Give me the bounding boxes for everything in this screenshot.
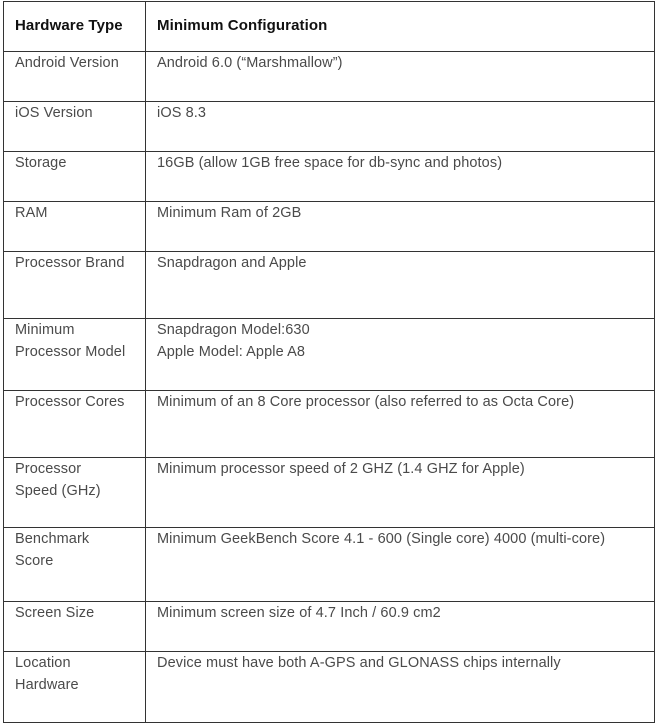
- cell-text: Minimum of an 8 Core processor (also referred to as Octa Core): [157, 394, 575, 410]
- table-row: [4, 602, 655, 652]
- configuration-cell: [146, 528, 655, 602]
- cell-text: Score: [15, 553, 54, 569]
- table-row: [4, 252, 655, 319]
- cell-text: iOS Version: [15, 105, 93, 121]
- table-row: [4, 52, 655, 102]
- cell-text: Minimum: [15, 322, 75, 338]
- cell-text: Processor Model: [15, 344, 126, 360]
- cell-text: Minimum screen size of 4.7 Inch / 60.9 cm2: [157, 605, 441, 621]
- cell-text: Minimum Ram of 2GB: [157, 205, 302, 221]
- cell-text: Minimum GeekBench Score 4.1 - 600 (Single core) 4000 (multi-core): [157, 531, 606, 547]
- hardware-type-cell: [4, 652, 146, 723]
- configuration-cell: [146, 319, 655, 391]
- cell-text: Android Version: [15, 55, 119, 71]
- cell-text: Processor Cores: [15, 394, 125, 410]
- cell-text: RAM: [15, 205, 48, 221]
- cell-text: iOS 8.3: [157, 105, 207, 121]
- hardware-type-cell: [4, 391, 146, 458]
- cell-text: Apple Model: Apple A8: [157, 344, 306, 360]
- configuration-cell: [146, 202, 655, 252]
- table-header-row: [4, 2, 655, 52]
- table-row: [4, 391, 655, 458]
- hardware-type-cell: [4, 152, 146, 202]
- cell-text: Hardware: [15, 677, 79, 693]
- table-row: [4, 102, 655, 152]
- table-row: [4, 202, 655, 252]
- cell-text: Android 6.0 (“Marshmallow”): [157, 55, 343, 71]
- cell-text: Storage: [15, 155, 67, 171]
- cell-text: Screen Size: [15, 605, 95, 621]
- hardware-requirements-table: [3, 1, 655, 723]
- cell-text: Minimum processor speed of 2 GHZ (1.4 GHZ for Apple): [157, 461, 525, 477]
- table-row: [4, 152, 655, 202]
- cell-text: Device must have both A-GPS and GLONASS chips internally: [157, 655, 561, 671]
- configuration-cell: [146, 102, 655, 152]
- cell-text: 16GB (allow 1GB free space for db-sync and photos): [157, 155, 503, 171]
- configuration-cell: [146, 391, 655, 458]
- header-minimum-configuration: Minimum Configuration: [146, 2, 655, 52]
- cell-text: Benchmark: [15, 531, 90, 547]
- hardware-type-cell: [4, 52, 146, 102]
- cell-text: Processor: [15, 461, 82, 477]
- hardware-type-cell: [4, 602, 146, 652]
- cell-text: Processor Brand: [15, 255, 125, 271]
- table-row: [4, 458, 655, 528]
- table-row: [4, 319, 655, 391]
- cell-text: Speed (GHz): [15, 483, 101, 499]
- hardware-type-cell: [4, 202, 146, 252]
- configuration-cell: [146, 52, 655, 102]
- hardware-type-cell: [4, 458, 146, 528]
- table-row: [4, 528, 655, 602]
- cell-text: Location: [15, 655, 71, 671]
- hardware-type-cell: [4, 528, 146, 602]
- hardware-type-cell: [4, 102, 146, 152]
- configuration-cell: [146, 458, 655, 528]
- header-hardware-type: Hardware Type: [4, 2, 146, 52]
- hardware-type-cell: [4, 319, 146, 391]
- cell-text: Snapdragon and Apple: [157, 255, 307, 271]
- hardware-type-cell: [4, 252, 146, 319]
- configuration-cell: [146, 152, 655, 202]
- configuration-cell: [146, 652, 655, 723]
- table-row: [4, 652, 655, 723]
- configuration-cell: [146, 602, 655, 652]
- configuration-cell: [146, 252, 655, 319]
- cell-text: Snapdragon Model:630: [157, 322, 310, 338]
